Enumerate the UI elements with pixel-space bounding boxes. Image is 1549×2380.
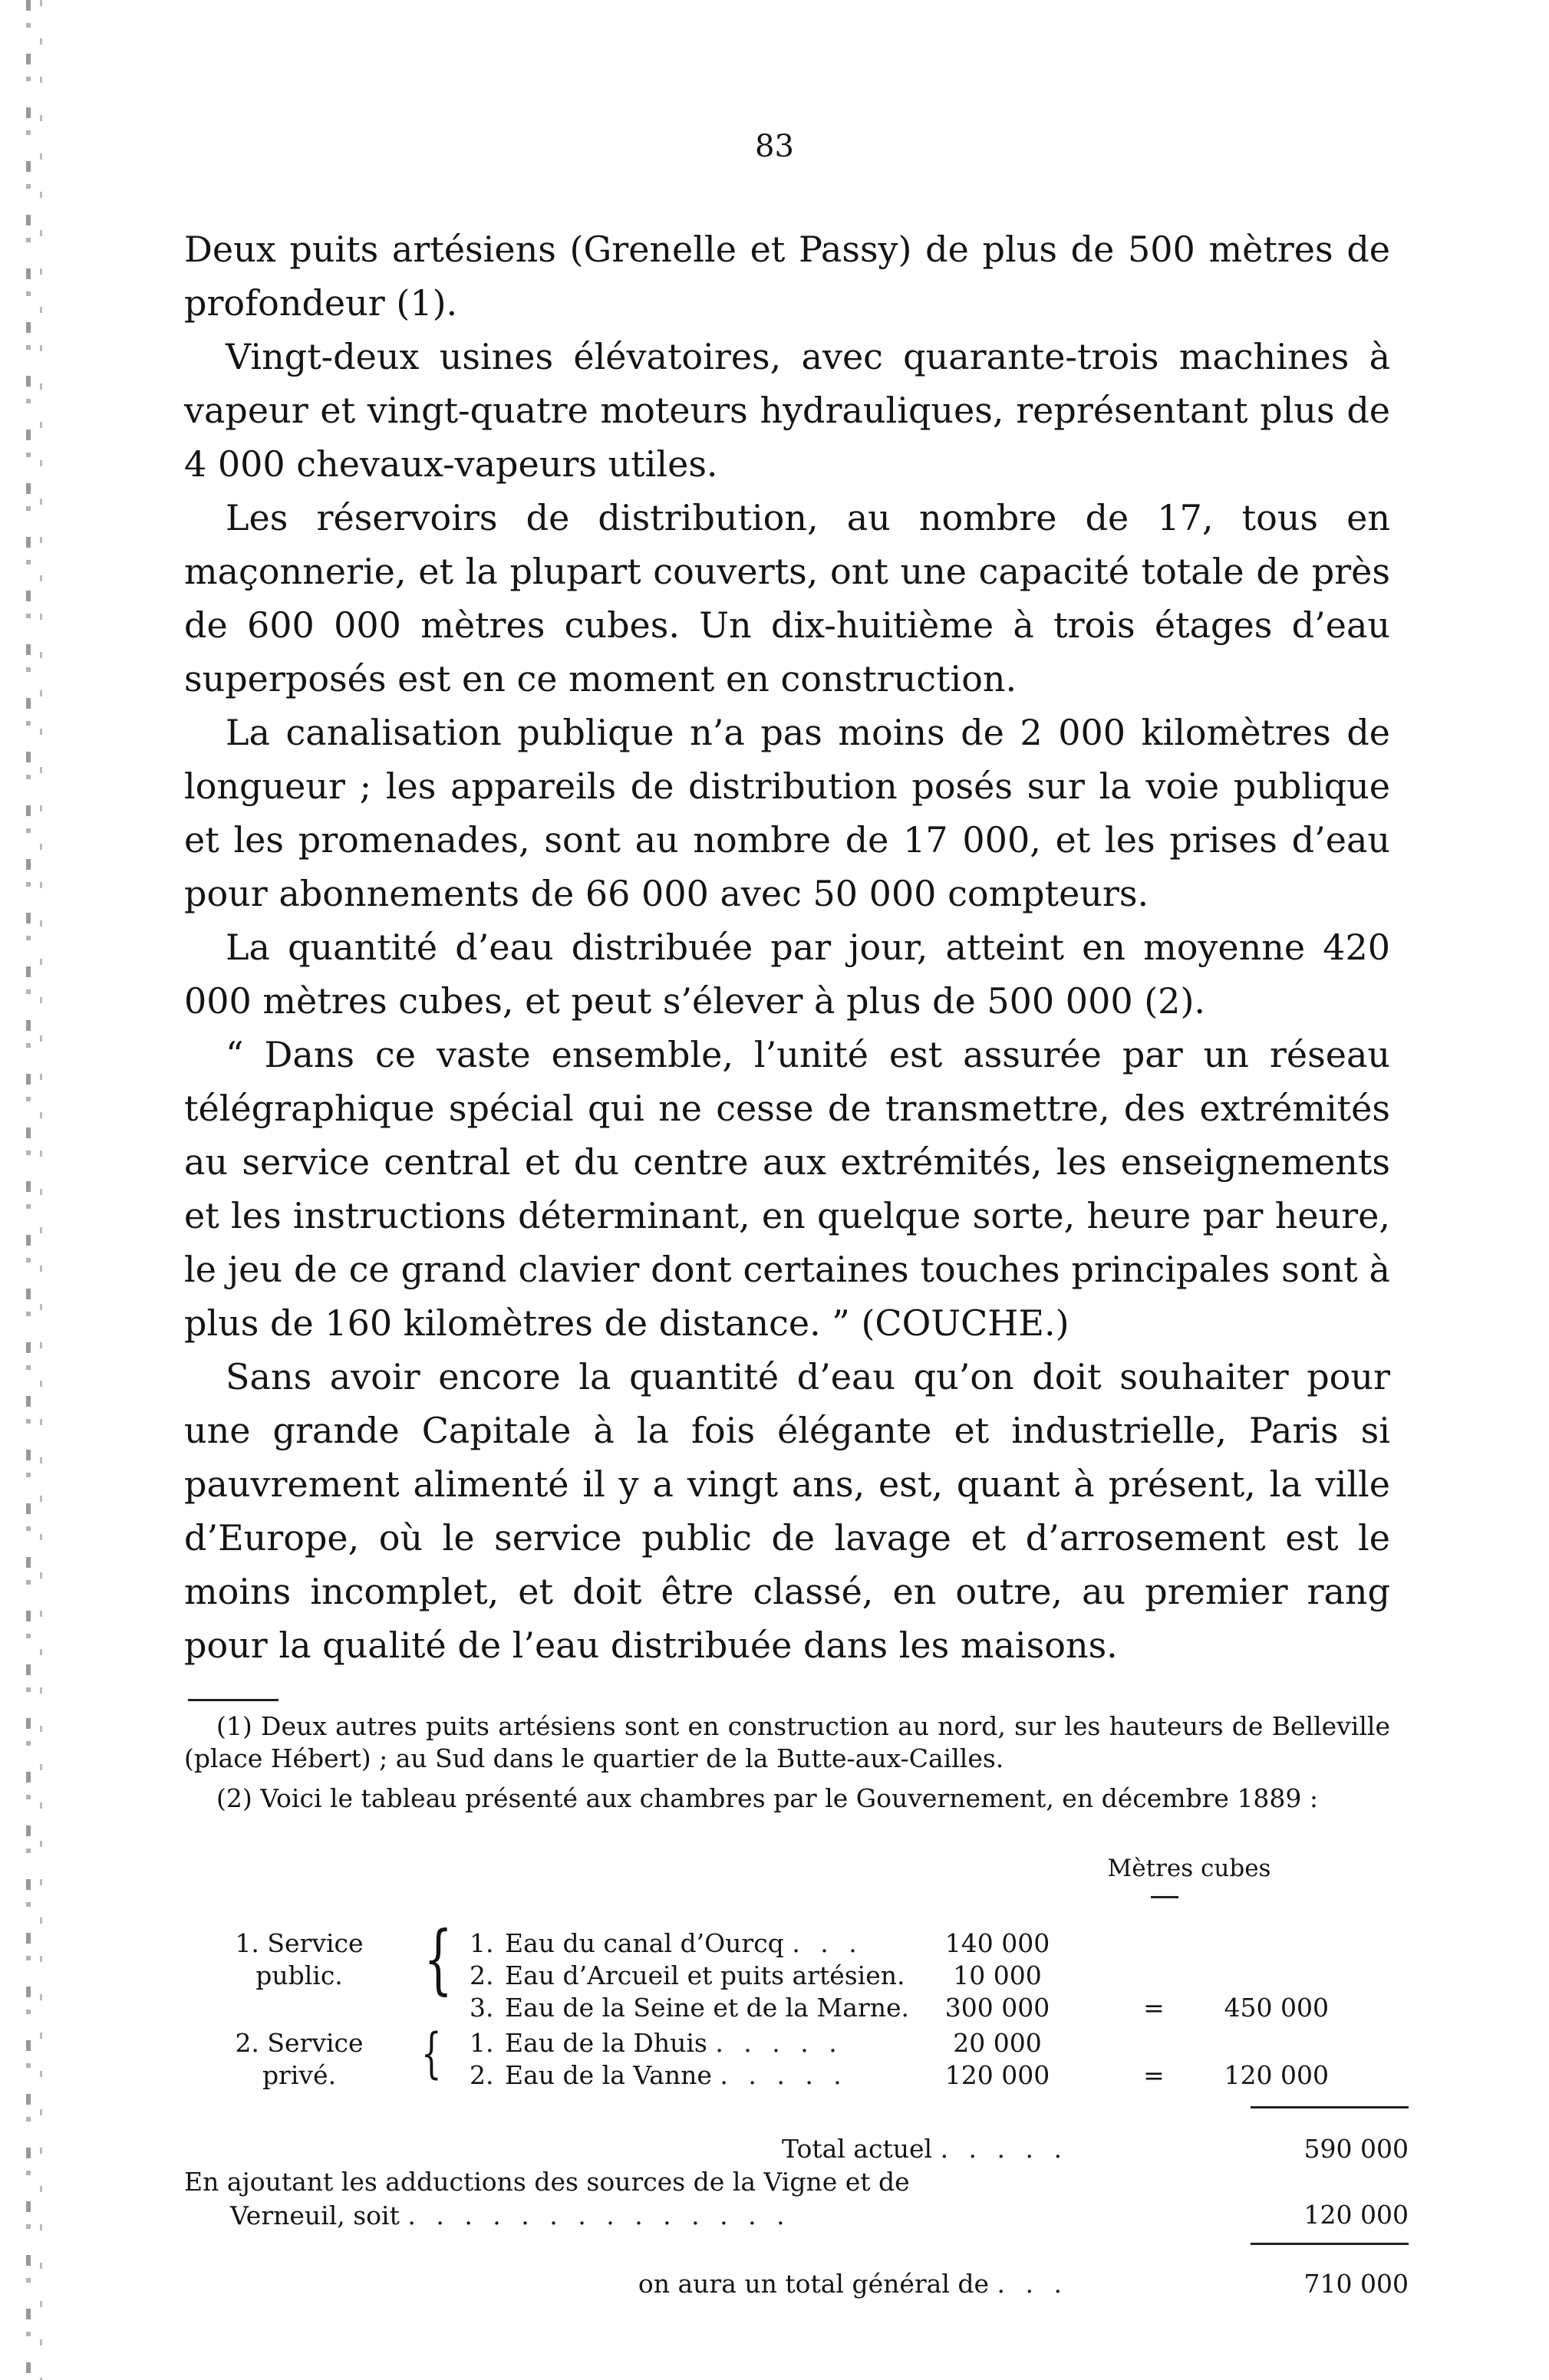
footnotes [184, 1710, 1390, 1822]
item-value-arcueil: 10 000 [953, 1960, 1042, 1990]
unit-dash [1151, 1896, 1178, 1898]
addition-line-2: Verneuil, soit . . . . . . . . . . . . . . [230, 2201, 791, 2230]
footnote-2: (2) Voici le tableau présenté aux chambres par le Gouvernement, en décembre 1889 : [216, 1783, 1319, 1813]
item-value-ourcq: 140 000 [944, 1928, 1050, 1958]
table-row [184, 2060, 1390, 2092]
equals-sign: = [1143, 2060, 1165, 2090]
paragraph-quantite: La quantité d’eau distribuée par jour, atteint en moyenne 420 000 mètres cubes, et peut s’élever à plus de 500 000 (2). [184, 927, 1390, 1022]
paragraph-reservoirs: Les réservoirs de distribution, au nombre de 17, tous en maçonnerie, et la plupart couverts, ont une capacité totale de près de 600 000 mètres cubes. Un dix-huitième à trois étages d’eau superposés est en ce moment en construction. [184, 497, 1390, 700]
scan-edge-artifact-inner [40, 0, 42, 2380]
footnote-1: (1) Deux autres puits artésiens sont en construction au nord, sur les hauteurs de Belleville (place Hébert) ; au Sud dans le quartier de la Butte-aux-Cailles. [184, 1711, 1390, 1773]
table-row [184, 2134, 1409, 2166]
table-row [184, 1993, 1390, 2025]
table-row [184, 2269, 1409, 2301]
total-actuel-value: 590 000 [1303, 2134, 1409, 2164]
item-value-dhuis: 20 000 [953, 2028, 1042, 2058]
item-value-seine-marne: 300 000 [944, 1993, 1050, 2023]
item-label-dhuis: Eau de la Dhuis . . . . . [505, 2028, 843, 2058]
scan-edge-artifact [26, 0, 31, 2380]
paragraph-usines: Vingt-deux usines élévatoires, avec quarante-trois machines à vapeur et vingt-quatre moteurs hydrauliques, représentant plus de 4 000 chevaux-vapeurs utiles. [184, 336, 1390, 485]
table-row [184, 1960, 1390, 1993]
addition-line-1: En ajoutant les adductions des sources de la Vigne et de [184, 2167, 910, 2197]
item-label-vanne: Eau de la Vanne . . . . . [505, 2060, 848, 2090]
grand-total-value: 710 000 [1303, 2269, 1409, 2299]
item-num: 2. [470, 1960, 494, 1990]
subtotal-public: 450 000 [1224, 1993, 1329, 2023]
item-label-ourcq: Eau du canal d’Ourcq . . . [505, 1928, 863, 1958]
item-num: 3. [470, 1993, 494, 2023]
grand-total-label: on aura un total général de . . . [638, 2269, 1068, 2299]
paragraph-canalisation: La canalisation publique n’a pas moins de 2 000 kilomètres de longueur ; les appareils de distribution posés sur la voie publique et les promenades, sont au nombre de 17 000, et les prises d’eau pour abonnements de 66 000 avec 50 000 compteurs. [184, 712, 1390, 914]
brace-prive: { [420, 2022, 442, 2085]
equals-sign: = [1143, 1993, 1165, 2023]
total-rule [1251, 2106, 1409, 2108]
subtotal-prive: 120 000 [1224, 2060, 1329, 2090]
grand-total-rule [1251, 2243, 1409, 2245]
table-unit-header: Mètres cubes [1107, 1855, 1271, 1882]
page-number: 83 [755, 129, 794, 164]
item-num: 2. [470, 2060, 494, 2090]
group-label-prive-line1: 2. Service [235, 2028, 364, 2058]
item-num: 1. [470, 2028, 494, 2058]
group-label-public-line2: public. [255, 1960, 343, 1990]
item-value-vanne: 120 000 [944, 2060, 1050, 2090]
body-text [184, 222, 1390, 1672]
group-label-prive-line2: privé. [262, 2060, 337, 2090]
addition-value: 120 000 [1303, 2200, 1409, 2230]
item-label-seine-marne: Eau de la Seine et de la Marne. [505, 1993, 909, 2023]
item-label-arcueil: Eau d’Arcueil et puits artésien. [505, 1960, 905, 1990]
paragraph-conclusion: Sans avoir encore la quantité d’eau qu’on doit souhaiter pour une grande Capitale à la fois élégante et industrielle, Paris si pauvrement alimenté il y a vingt ans, est, quant à présent, la ville d’Europe, où le service public de lavage et d’arrosement est le moins incomplet, et doit être classé, en outre, au premier rang pour la qualité de l’eau distribuée dans les maisons. [184, 1356, 1390, 1666]
table-row [184, 2200, 1409, 2232]
footnote-divider [188, 1699, 278, 1701]
total-actuel-label: Total actuel . . . . . [782, 2134, 1068, 2164]
brace-public: { [424, 1916, 453, 2003]
paragraph-puits: Deux puits artésiens (Grenelle et Passy) de plus de 500 mètres de profondeur (1). [184, 229, 1390, 324]
group-label-public-line1: 1. Service [235, 1928, 364, 1958]
paragraph-quote-couche: “ Dans ce vaste ensemble, l’unité est assurée par un réseau télégraphique spécial qui ne cesse de transmettre, des extrémités au service central et du centre aux extrémités, les enseignements et les instructions déterminant, en quelque sorte, heure par heure, le jeu de ce grand clavier dont certaines touches principales sont à plus de 160 kilomètres de distance. ” (COUCHE.) [184, 1034, 1390, 1344]
item-num: 1. [470, 1928, 494, 1958]
